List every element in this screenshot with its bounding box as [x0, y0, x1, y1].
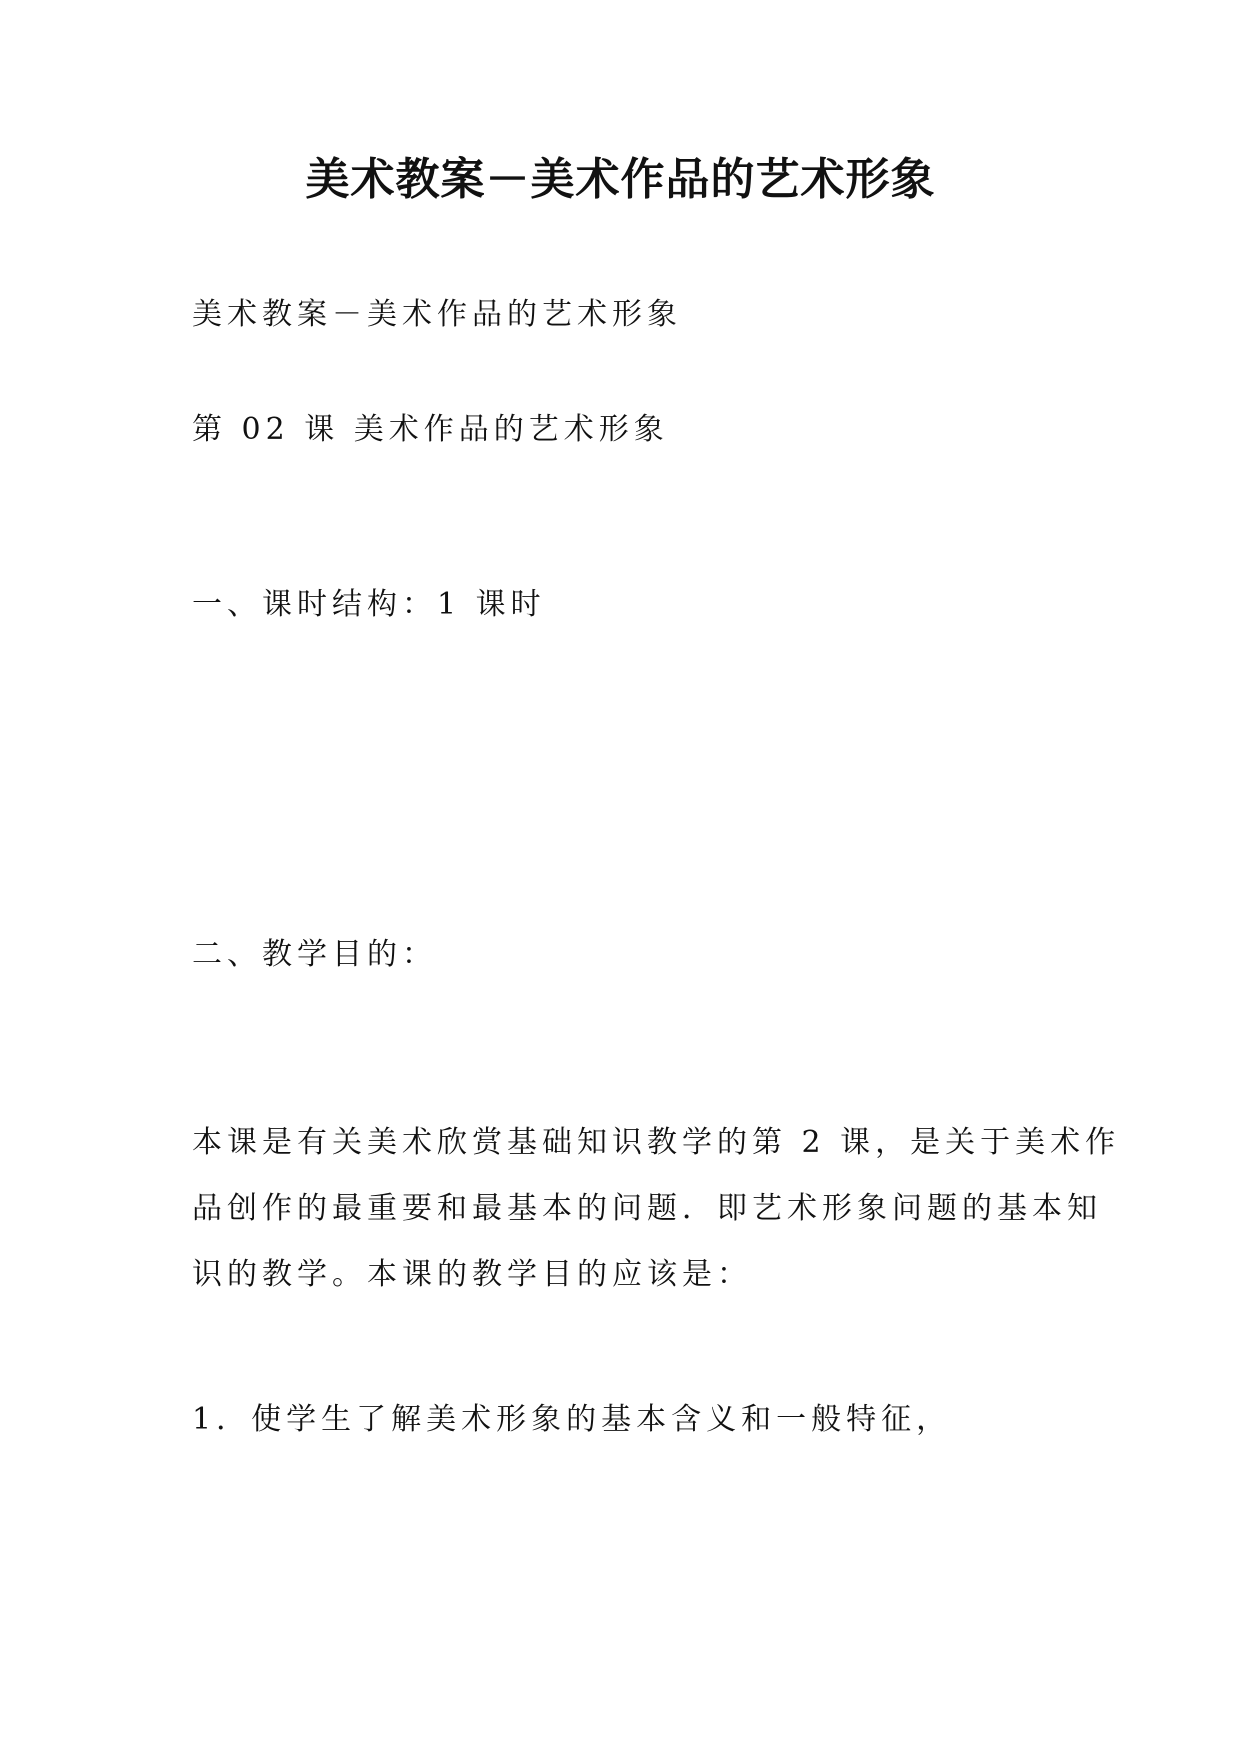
- paragraph-line: 识的教学。本课的教学目的应该是：: [192, 1257, 752, 1292]
- objectives-paragraph: [192, 1110, 1121, 1308]
- document-title: 美术教案－美术作品的艺术形象: [305, 154, 936, 205]
- section-class-structure: 一、课时结构：1 课时: [192, 587, 546, 622]
- lesson-heading: 第 02 课 美术作品的艺术形象: [192, 412, 669, 447]
- subtitle-line: 美术教案－美术作品的艺术形象: [192, 297, 682, 332]
- paragraph-line: 本课是有关美术欣赏基础知识教学的第 2 课，是关于美术作: [192, 1125, 1121, 1160]
- paragraph-line: 品创作的最重要和最基本的问题．即艺术形象问题的基本知: [192, 1191, 1102, 1226]
- section-teaching-objectives: 二、教学目的：: [192, 937, 437, 972]
- objective-item-1: 1．使学生了解美术形象的基本含义和一般特征，: [192, 1402, 952, 1437]
